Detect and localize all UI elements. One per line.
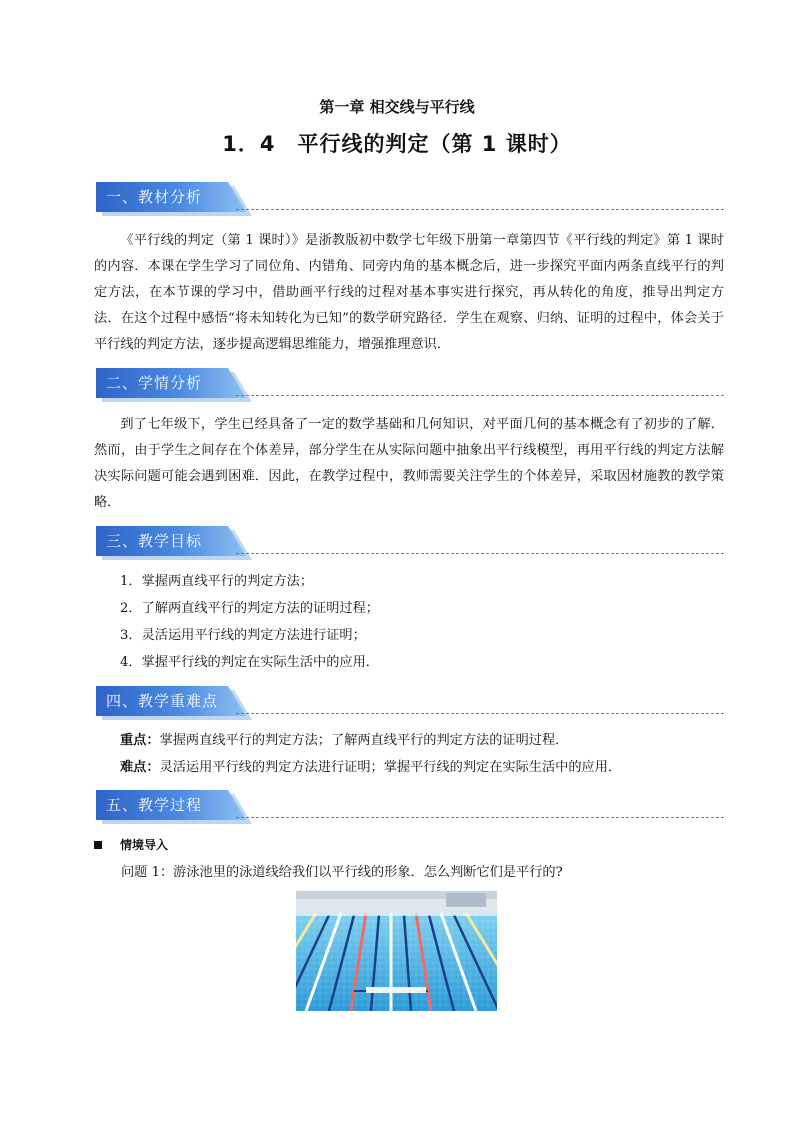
section-title: 三、教学目标: [106, 532, 203, 550]
list-item: 3．灵活运用平行线的判定方法进行证明；: [120, 628, 366, 643]
key-point-tag: 重点：: [120, 733, 160, 748]
key-point-text: 掌握两直线平行的判定方法；了解两直线平行的判定方法的证明过程．: [159, 733, 569, 748]
scenario-label: 情境导入: [120, 838, 169, 852]
student-analysis-paragraph: 到了七年级下，学生已经具备了一定的数学基础和几何知识，对平面几何的基本概念有了初步的了解．然而，由于学生之间存在个体差异，部分学生在从实际问题中抽象出平行线模型，再用平行线的判定方法解决实际问题可能会遇到困难．因此，在教学过程中，教师需要关注学生的个体差异，采取因材施教的教学策略．: [94, 417, 724, 510]
key-point-line: [120, 728, 568, 754]
section-header-textbook-analysis: [96, 182, 724, 212]
dashed-divider: [236, 395, 724, 396]
question-1: 问题 1：游泳池里的泳道线给我们以平行线的形象．怎么判断它们是平行的?: [121, 865, 563, 880]
textbook-analysis-paragraph: 《平行线的判定（第 1 课时）》是浙教版初中数学七年级下册第一章第四节《平行线的判定》第 1 课时的内容．本课在学生学习了同位角、内错角、同旁内角的基本概念后，进一步探究平面内两条直线平行的判定方法，在本节课的学习中，借助画平行线的过程对基本事实进行探究，再从转化的角度，推导出判定方法．在这个过程中感悟“将未知转化为已知”的数学研究路径．学生在观察、归纳、证明的过程中，体会关于平行线的判定方法，逐步提高逻辑思维能力，增强推理意识．: [94, 233, 724, 352]
list-item: 4．掌握平行线的判定在实际生活中的应用．: [120, 655, 379, 670]
section-header-teaching-process: [96, 790, 724, 820]
section-header-teaching-goals: [96, 526, 724, 556]
difficult-point-line: [120, 755, 621, 781]
teaching-goals-list: [120, 568, 720, 676]
difficult-point-text: 灵活运用平行线的判定方法进行证明；掌握平行线的判定在实际生活中的应用．: [159, 760, 622, 775]
dashed-divider: [236, 713, 724, 714]
difficult-point-tag: 难点：: [120, 760, 160, 775]
list-item: 2．了解两直线平行的判定方法的证明过程；: [120, 601, 379, 616]
section-header-key-points: [96, 686, 724, 716]
chapter-title: 第一章 相交线与平行线: [319, 98, 475, 116]
square-bullet-icon: [94, 841, 102, 849]
dashed-divider: [236, 553, 724, 554]
section-title: 二、学情分析: [106, 374, 203, 392]
section-title: 五、教学过程: [106, 796, 203, 814]
section-title: 四、教学重难点: [106, 692, 219, 710]
scenario-bullet: [94, 836, 168, 853]
section-header-student-analysis: [96, 368, 724, 398]
dashed-divider: [236, 209, 724, 210]
lesson-title: 1．4 平行线的判定（第 1 课时）: [222, 132, 572, 156]
list-item: 1．掌握两直线平行的判定方法；: [120, 574, 314, 589]
swimming-pool-illustration: [296, 891, 497, 1011]
dashed-divider: [236, 817, 724, 818]
swimming-pool-photo: [296, 891, 497, 1011]
section-title: 一、教材分析: [106, 188, 203, 206]
